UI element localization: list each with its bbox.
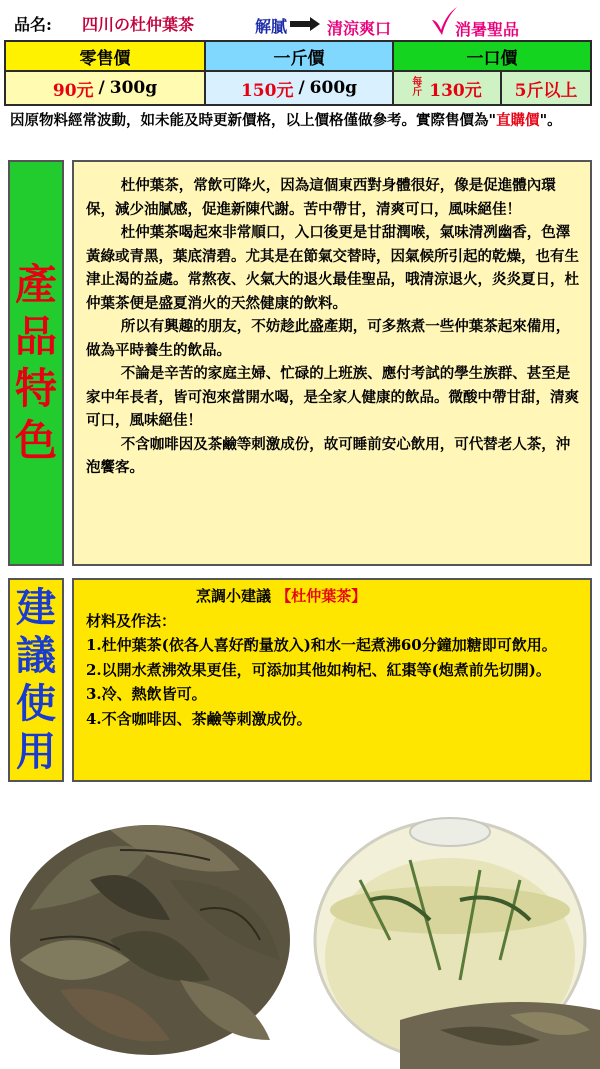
retail-sep: / — [98, 78, 105, 98]
dried-leaves-photo — [0, 790, 300, 1069]
features-char-1: 產 — [14, 260, 57, 309]
product-name: 四川の杜仲葉茶 — [82, 15, 195, 34]
header-retail: 零售價 — [6, 42, 206, 72]
catty-sep: / — [298, 78, 305, 98]
header — [0, 0, 600, 40]
tag-summer-remedy: 消暑聖品 — [455, 20, 520, 39]
checkmark-icon — [430, 6, 458, 36]
dried-leaves-image — [0, 790, 300, 1069]
suggestion-char-4: 用 — [16, 728, 56, 775]
catty-weight: 600g — [309, 78, 358, 98]
features-char-3: 特 — [14, 364, 57, 413]
catty-price: 150元 — [240, 80, 294, 101]
suggestion-char-1: 建 — [16, 584, 56, 631]
note-text-2: "。 — [539, 112, 562, 129]
bulk-price-cell — [394, 72, 502, 104]
suggestion-title — [86, 584, 580, 609]
features-paragraph: 不論是辛苦的家庭主婦、忙碌的上班族、應付考試的學生族群、甚至是家中年長者，皆可泡來當開水喝，是全家人健康的飲品。微酸中帶甘甜，清爽可口，風味絕佳！ — [86, 365, 579, 429]
retail-weight: 300g — [109, 78, 158, 98]
tag-greasy-relief: 解膩 — [255, 17, 288, 36]
arrow-right-icon — [290, 17, 320, 31]
product-label: 品名: — [14, 15, 52, 34]
suggestion-line: 1.杜仲葉茶(依各人喜好酌量放入)和水一起煮沸60分鐘加糖即可飲用。 — [86, 636, 557, 654]
note-text-1: 因原物料經常波動，如未能及時更新價格，以上價格僅做參考。實際售價為" — [10, 112, 497, 129]
features-paragraph: 不含咖啡因及茶鹼等刺激成份，故可睡前安心飲用，可代替老人茶，沖泡饗客。 — [86, 435, 571, 476]
bulk-min: 5斤以上 — [514, 80, 578, 101]
bulk-prefix: 每斤 — [412, 77, 423, 98]
features-paragraph: 杜仲葉茶，常飲可降火，因為這個東西對身體很好，像是促進體內環保，減少油膩感，促進新陳代謝。苦中帶甘，清爽可口，風味絕佳！ — [86, 177, 556, 218]
features-char-2: 品 — [14, 312, 57, 361]
features-paragraph: 所以有興趣的朋友，不妨趁此盛產期，可多熬煮一些仲葉茶起來備用，做為平時養生的飲品。 — [86, 318, 571, 359]
suggestion-side-label — [8, 578, 64, 782]
suggestion-title-highlight: 【杜仲葉茶】 — [276, 587, 367, 605]
suggestion-line: 4.不含咖啡因、茶鹼等刺激成份。 — [86, 709, 312, 728]
suggestion-line: 3.冷、熱飲皆可。 — [86, 685, 207, 703]
catty-price-cell — [206, 72, 394, 104]
features-box — [72, 160, 592, 566]
tag-refreshing: 清涼爽口 — [327, 19, 392, 38]
features-paragraph: 杜仲葉茶喝起來非常順口，入口後更是甘甜潤喉，氣味清冽幽香，色澤黃綠或青黑，葉底清碧。尤其是在節氣交替時，因氣候所引起的乾燥，也有生津止渴的益處。常熬夜、火氣大的退火最佳聖品，哦清涼退火，炎炎夏日，杜仲葉茶便是盛夏消火的天然健康的飲料。 — [86, 224, 579, 312]
suggestion-char-2: 議 — [16, 632, 56, 679]
bulk-min-cell — [502, 72, 590, 104]
features-side-label — [8, 160, 64, 566]
suggestion-char-3: 使 — [16, 680, 56, 727]
retail-price: 90元 — [52, 80, 94, 101]
price-table — [4, 40, 592, 106]
suggestion-line: 2.以開水煮沸效果更佳，可添加其他如枸杞、紅棗等(炮煮前先切開)。 — [86, 660, 551, 679]
price-note — [10, 111, 590, 131]
teapot-image — [300, 790, 600, 1069]
features-char-4: 色 — [14, 416, 57, 465]
header-bulk: 一口價 — [394, 42, 590, 72]
header-catty: 一斤價 — [206, 42, 394, 72]
teapot-photo — [300, 790, 600, 1069]
bulk-price: 130元 — [429, 80, 482, 101]
note-direct-price: 直購價 — [496, 112, 540, 129]
suggestion-line: 材料及作法： — [86, 611, 177, 630]
suggestion-title-prefix: 烹調小建議 — [196, 587, 272, 605]
retail-price-cell — [6, 72, 206, 104]
suggestion-box — [72, 578, 592, 782]
